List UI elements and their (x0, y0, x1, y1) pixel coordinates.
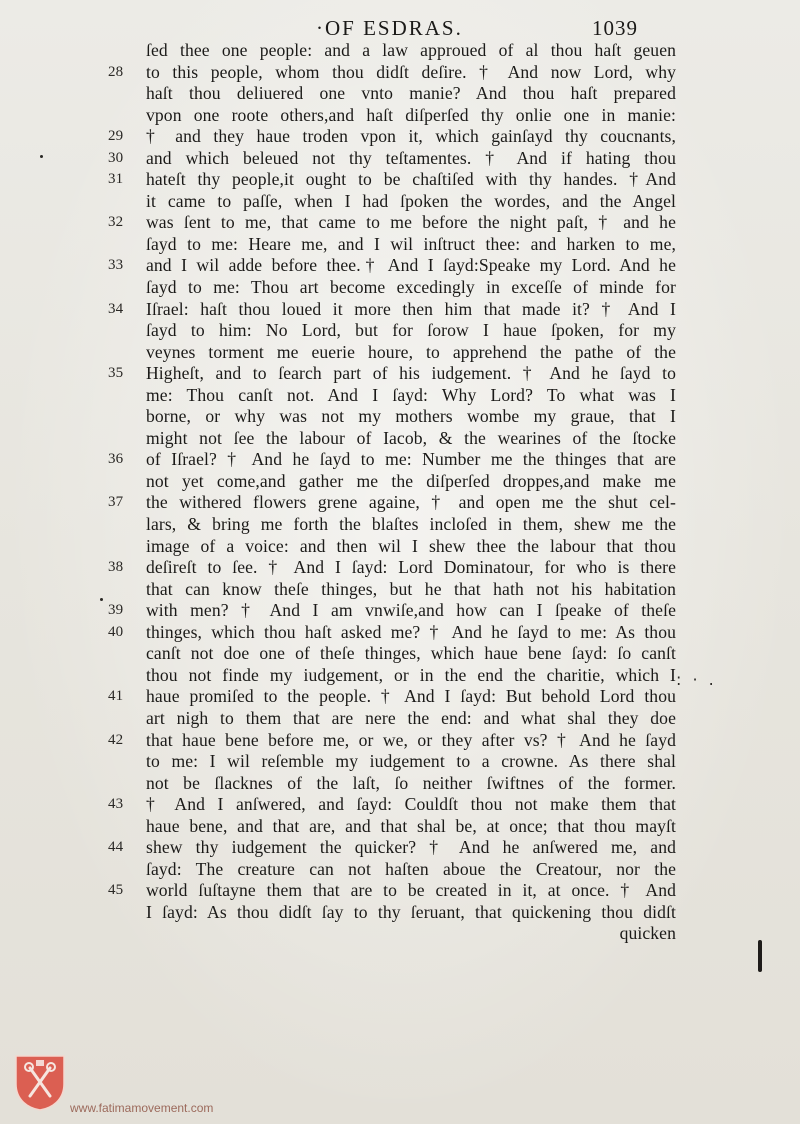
text-line (108, 600, 678, 622)
line-text: I ſayd: As thou didſt ſay to thy ſeruant, that quickening thou didſt (146, 901, 676, 922)
text-line (108, 536, 678, 558)
margin-ink-marks: : · . (676, 670, 717, 689)
text-line (108, 730, 678, 752)
line-text: canſt not doe one of theſe thinges, which haue bene ſayd: ſo canſt (146, 643, 676, 664)
text-line (108, 751, 678, 773)
text-line (108, 579, 678, 601)
text-line (108, 665, 678, 687)
line-text: thou not finde my iudgement, or in the end the charitie, which I (146, 664, 676, 685)
line-text: shew thy iudgement the quicker? † And he anſwered me, and (146, 837, 676, 858)
verse-text-block (108, 40, 678, 945)
running-title: ·OF ESDRAS. (316, 16, 463, 40)
margin-bar-mark (758, 940, 762, 972)
text-line (108, 40, 678, 62)
verse-number: 37 (108, 494, 124, 511)
text-line (108, 773, 678, 795)
line-text: me: Thou canſt not. And I ſayd: Why Lord? To what was I (146, 384, 676, 405)
verse-number: 29 (108, 128, 124, 145)
text-line (108, 816, 678, 838)
text-line (108, 428, 678, 450)
text-line (108, 880, 678, 902)
footer-url: www.fatimamovement.com (70, 1101, 214, 1115)
text-line (108, 255, 678, 277)
verse-number: 45 (108, 882, 124, 899)
line-text: to this people, whom thou didſt deſire. † And now Lord, why (146, 61, 676, 82)
text-line (108, 622, 678, 644)
verse-number: 40 (108, 623, 124, 640)
text-line (108, 148, 678, 170)
text-line (108, 234, 678, 256)
text-line (108, 320, 678, 342)
line-text: and which beleued not thy teſtamentes. † And if hating thou (146, 147, 676, 168)
text-line (108, 212, 678, 234)
text-line (108, 686, 678, 708)
verse-number: 41 (108, 688, 124, 705)
verse-number: 39 (108, 602, 124, 619)
line-text: that haue bene before me, or we, or they after vs? † And he ſayd (146, 729, 676, 750)
verse-number: 34 (108, 300, 124, 317)
line-text: ſed thee one people: and a law approued of al thou haſt geuen (146, 40, 676, 60)
text-line (108, 449, 678, 471)
line-text: ſayd to him: No Lord, but for ſorow I haue ſpoken, for my (146, 320, 676, 341)
text-line (108, 837, 678, 859)
line-text: haue bene, and that are, and that shal be, at once; that thou mayſt (146, 815, 676, 836)
text-line (108, 492, 678, 514)
papal-keys-seal-icon (12, 1052, 68, 1112)
line-text: ſayd to me: Heare me, and I wil inſtruct thee: and harken to me, (146, 233, 676, 254)
line-text: Iſrael: haſt thou loued it more then him that made it? † And I (146, 298, 676, 319)
text-line (108, 342, 678, 364)
line-text: with men? † And I am vnwiſe,and how can I ſpeake of theſe (146, 600, 676, 621)
line-text: to me: I wil reſemble my iudgement to a crowne. As there shal (146, 751, 676, 772)
line-text: of Iſrael? † And he ſayd to me: Number me the thinges that are (146, 449, 676, 470)
verse-number: 43 (108, 796, 124, 813)
text-line (108, 643, 678, 665)
page-header (0, 12, 800, 42)
text-line (108, 83, 678, 105)
ink-speck (40, 155, 43, 158)
verse-number: 38 (108, 559, 124, 576)
text-line (108, 385, 678, 407)
line-text: haſt thou deliuered one vnto manie? And thou haſt prepared (146, 83, 676, 104)
line-text: art nigh to them that are nere the end: and what shal they doe (146, 707, 676, 728)
line-text: † and they haue troden vpon it, which gainſayd thy coucnants, (146, 126, 676, 147)
line-text: not yet come,and gather me the diſperſed droppes,and make me (146, 470, 676, 491)
verse-number: 42 (108, 731, 124, 748)
line-text: vpon one roote others,and haſt diſperſed thy onlie one in manie: (146, 104, 676, 125)
line-text: hateſt thy people,it ought to be chaſtiſed with thy handes. †And (146, 169, 676, 190)
text-line (108, 557, 678, 579)
catchword-line (108, 923, 678, 945)
line-text: thinges, which thou haſt asked me? † And he ſayd to me: As thou (146, 621, 676, 642)
line-text: not be ſlacknes of the laſt, ſo neither ſwiftnes of the former. (146, 772, 676, 793)
line-text: ſayd: The creature can not haſten aboue the Creatour, nor the (146, 858, 676, 879)
verse-number: 35 (108, 365, 124, 382)
text-line (108, 299, 678, 321)
text-line (108, 708, 678, 730)
text-line (108, 902, 678, 924)
verse-number: 44 (108, 839, 124, 856)
catchword: quicken (619, 923, 676, 944)
line-text: world ſuſtayne them that are to be created in it, at once. † And (146, 880, 676, 901)
line-text: it came to paſſe, when I had ſpoken the wordes, and the Angel (146, 190, 676, 211)
line-text: might not ſee the labour of Iacob, & the wearines of the ſtocke (146, 427, 676, 448)
line-text: image of a voice: and then wil I shew thee the labour that thou (146, 535, 676, 556)
line-text: deſireſt to ſee. † And I ſayd: Lord Dominatour, for who is there (146, 557, 676, 578)
text-line (108, 277, 678, 299)
line-text: borne, or why was not my mothers wombe my graue, that I (146, 406, 676, 427)
verse-number: 33 (108, 257, 124, 274)
verse-number: 32 (108, 214, 124, 231)
text-line (108, 471, 678, 493)
line-text: veynes torment me euerie houre, to apprehend the pathe of the (146, 341, 676, 362)
line-text: was ſent to me, that came to me before the night paſt, † and he (146, 212, 676, 233)
line-text: haue promiſed to the people. † And I ſayd: But behold Lord thou (146, 686, 676, 707)
line-text: ſayd to me: Thou art become excedingly in exceſſe of minde for (146, 277, 676, 298)
text-line (108, 794, 678, 816)
text-line (108, 62, 678, 84)
text-line (108, 406, 678, 428)
line-text: lars, & bring me forth the blaſtes incloſed in them, shew me the (146, 514, 676, 535)
line-text: the withered flowers grene againe, † and open me the shut cel- (146, 492, 676, 513)
line-text: Higheſt, and to ſearch part of his iudgement. † And he ſayd to (146, 363, 676, 384)
line-text: † And I anſwered, and ſayd: Couldſt thou not make them that (146, 794, 676, 815)
text-line (108, 363, 678, 385)
text-line (108, 859, 678, 881)
verse-number: 36 (108, 451, 124, 468)
ink-speck (100, 598, 103, 601)
line-text: and I wil adde before thee.† And I ſayd:Speake my Lord. And he (146, 255, 676, 276)
page-number: 1039 (592, 16, 638, 40)
text-line (108, 126, 678, 148)
verse-number: 31 (108, 171, 124, 188)
verse-number: 28 (108, 63, 124, 80)
verse-number: 30 (108, 149, 124, 166)
text-line (108, 191, 678, 213)
text-line (108, 514, 678, 536)
text-line (108, 105, 678, 127)
line-text: that can know theſe thinges, but he that hath not his habitation (146, 578, 676, 599)
text-line (108, 169, 678, 191)
